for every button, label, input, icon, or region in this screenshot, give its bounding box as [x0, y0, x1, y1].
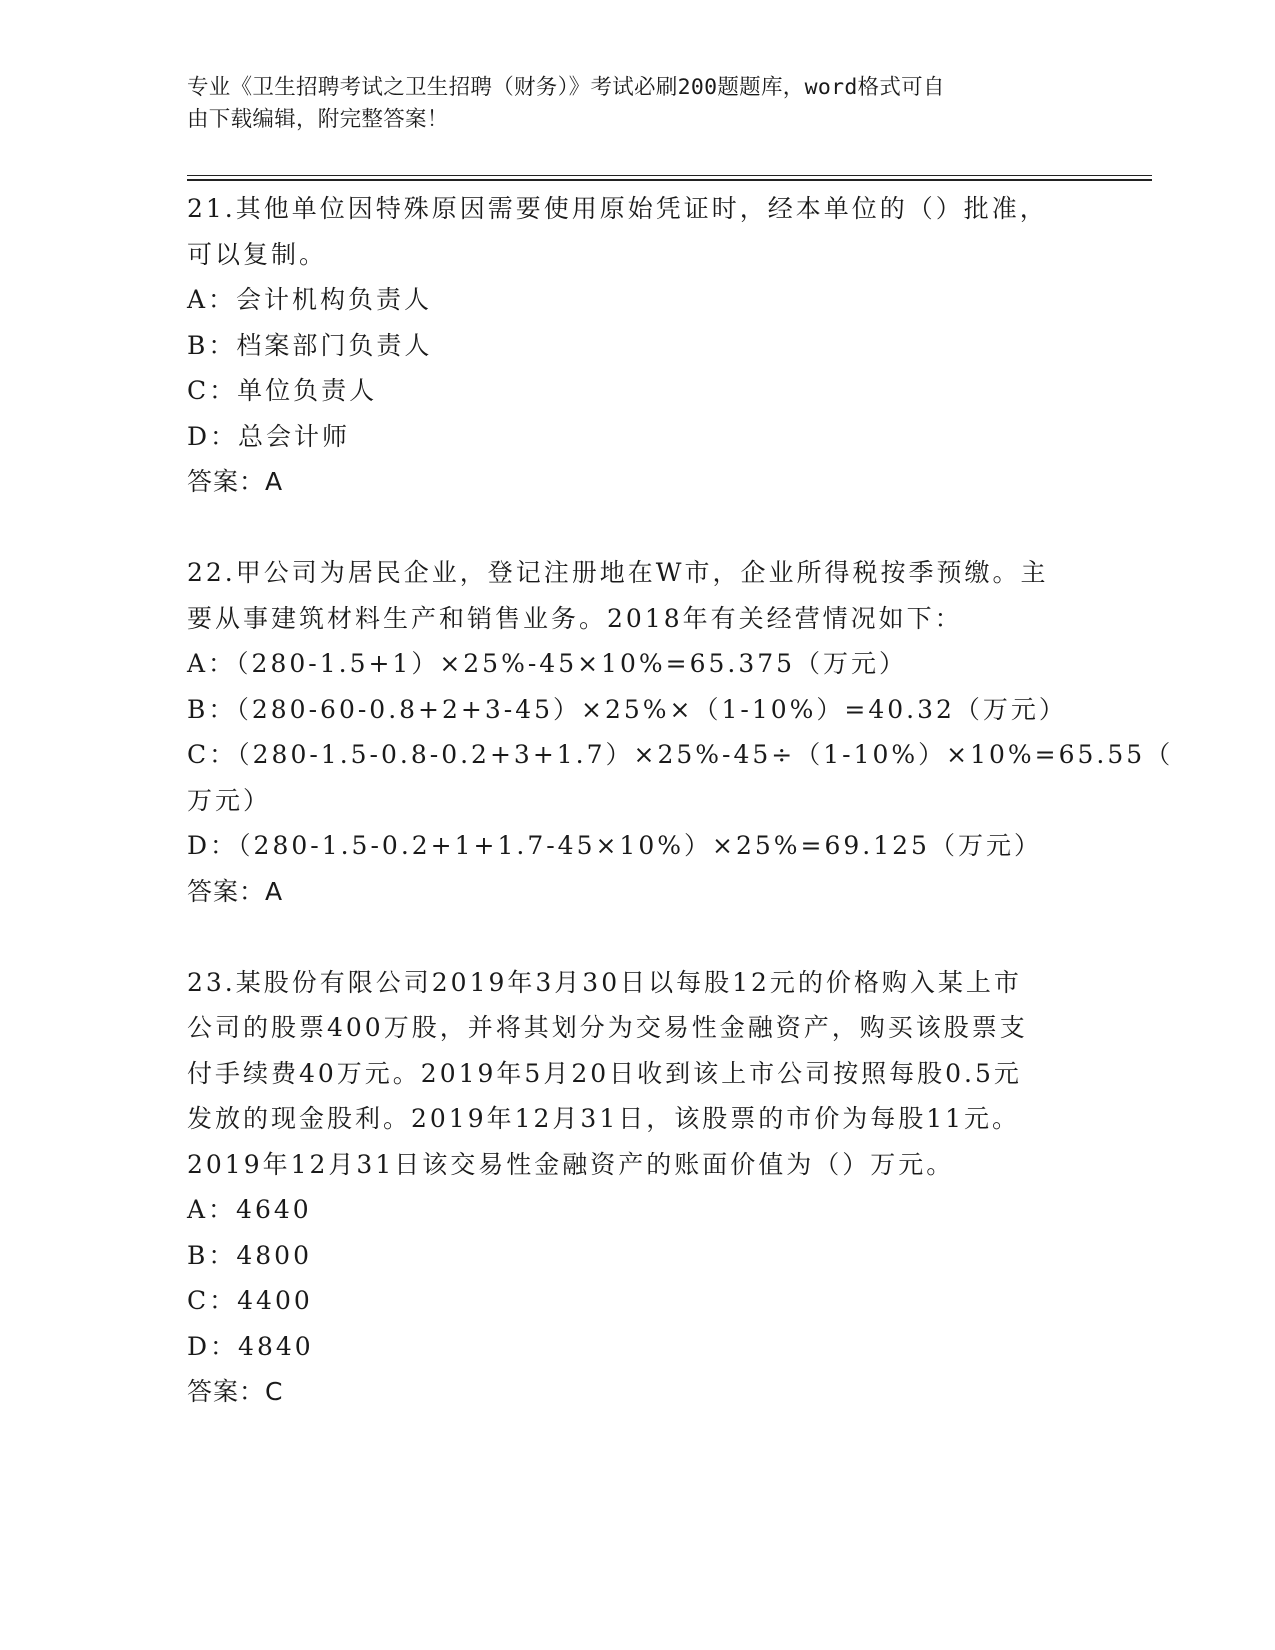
question-stem-line: 发放的现金股利。2019年12月31日，该股票的市价为每股11元。: [187, 1104, 1021, 1133]
option-a: A：会计机构负责人: [187, 285, 433, 314]
answer-line: 答案：C: [187, 1377, 284, 1406]
header-divider-thin: [187, 175, 1152, 176]
question-stem-line: 要从事建筑材料生产和销售业务。2018年有关经营情况如下：: [187, 603, 963, 633]
question-22: [187, 550, 1174, 914]
answer-line: 答案：A: [187, 876, 284, 906]
question-23: [187, 960, 1087, 1415]
question-stem-line: 公司的股票400万股，并将其划分为交易性金融资产，购买该股票支: [187, 1013, 1028, 1042]
header-line-1: 专业《卫生招聘考试之卫生招聘（财务）》考试必刷200题题库，word格式可自: [187, 75, 945, 100]
option-a: A：4640: [187, 1195, 312, 1224]
question-stem-line: 可以复制。: [187, 239, 328, 269]
question-stem-line: 21.其他单位因特殊原因需要使用原始凭证时，经本单位的（）批准，: [187, 194, 1048, 223]
question-stem-line: 2019年12月31日该交易性金融资产的账面价值为（）万元。: [187, 1149, 955, 1179]
option-c: C：单位负责人: [187, 376, 378, 405]
question-spacer: [187, 505, 1087, 551]
question-stem-line: 付手续费40万元。2019年5月20日收到该上市公司按照每股0.5元: [187, 1058, 1022, 1088]
question-list: [187, 186, 1174, 1415]
option-a: A：（280-1.5+1）×25%-45×10%=65.375（万元）: [187, 649, 908, 678]
option-b: B：4800: [187, 1240, 312, 1270]
header-divider-thick: [187, 179, 1152, 181]
option-c-continued: 万元）: [187, 785, 272, 815]
option-b: B：档案部门负责人: [187, 330, 433, 360]
option-b: B：（280-60-0.8+2+3-45）×25%×（1-10%）=40.32（万元）: [187, 694, 1067, 724]
question-spacer: [187, 914, 1087, 960]
option-c: C：4400: [187, 1286, 313, 1315]
question-stem-line: 22.甲公司为居民企业，登记注册地在W市，企业所得税按季预缴。主: [187, 558, 1049, 587]
header-line-2: 由下载编辑，附完整答案！: [187, 107, 449, 132]
option-c: C：（280-1.5-0.8-0.2+3+1.7）×25%-45÷（1-10%）×10%=65.55（: [187, 740, 1174, 769]
option-d: D：总会计师: [187, 421, 351, 451]
document-header: [187, 72, 1067, 136]
question-21: [187, 186, 1087, 505]
option-d: D：（280-1.5-0.2+1+1.7-45×10%）×25%=69.125（万元）: [187, 831, 1042, 860]
question-stem-line: 23.某股份有限公司2019年3月30日以每股12元的价格购入某上市: [187, 967, 1022, 997]
answer-line: 答案：A: [187, 467, 284, 496]
option-d: D：4840: [187, 1331, 314, 1361]
